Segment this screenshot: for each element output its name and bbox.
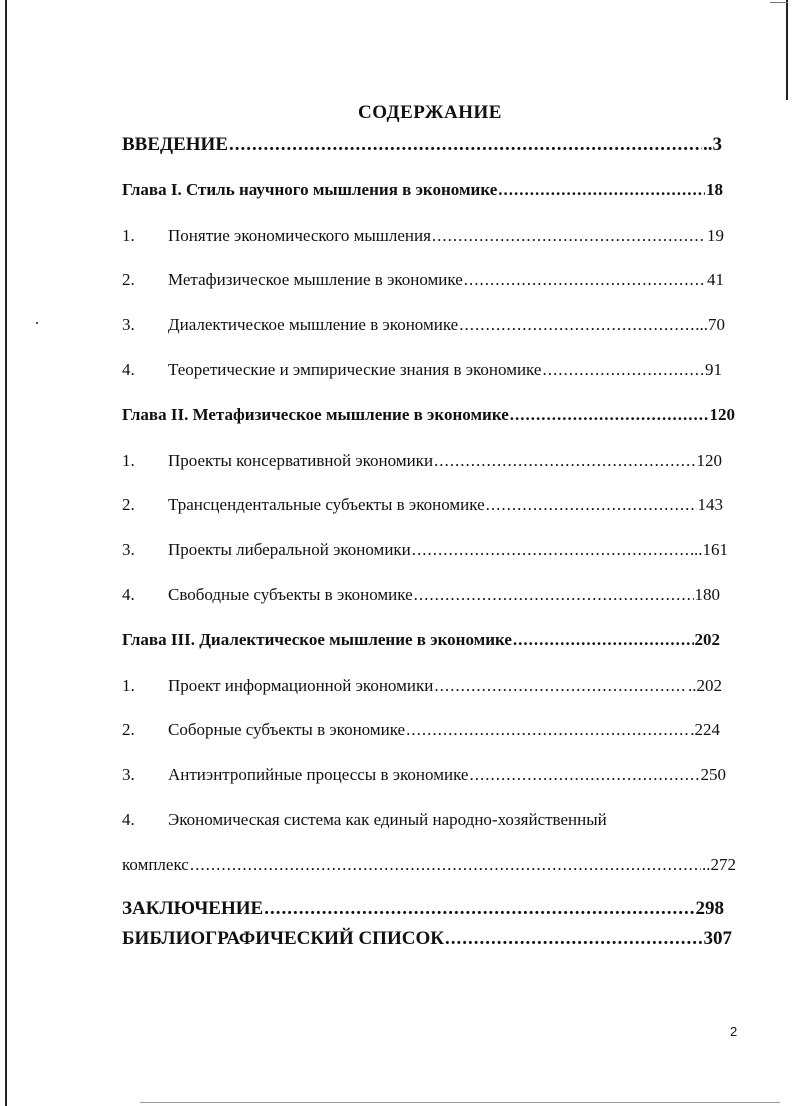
toc-entry-1-1[interactable]	[122, 226, 724, 246]
toc-entry-1-4[interactable]	[122, 360, 722, 380]
toc-entry-page: ..202	[688, 676, 722, 695]
leader-dots	[513, 630, 694, 650]
toc-entry-page: ..3	[703, 134, 722, 155]
toc-entry-number: 2.	[122, 720, 135, 739]
toc-entry-label: Диалектическое мышление в экономике	[168, 315, 459, 334]
toc-entry-label: Трансцендентальные субъекты в экономике	[168, 495, 485, 514]
leader-dots	[510, 405, 709, 425]
toc-entry-page: ..161	[694, 540, 728, 559]
toc-entry-number: 3.	[122, 765, 135, 784]
bottom-border-line	[140, 1102, 780, 1103]
toc-entry-chapter-2[interactable]	[122, 405, 735, 425]
top-border-line	[770, 2, 788, 3]
toc-entry-3-4-line1[interactable]	[122, 810, 607, 830]
toc-entry-page: 307	[703, 928, 732, 949]
toc-entry-label: БИБЛИОГРАФИЧЕСКИЙ СПИСОК	[122, 928, 445, 949]
leader-dots	[412, 540, 693, 560]
toc-entry-page: 250	[700, 765, 726, 784]
toc-entry-label: ЗАКЛЮЧЕНИЕ	[122, 898, 264, 919]
page-number: 2	[730, 1024, 738, 1039]
toc-entry-1-2[interactable]	[122, 270, 724, 290]
scan-speck	[36, 322, 38, 324]
toc-entry-number: 1.	[122, 226, 135, 245]
toc-entry-label: Понятие экономического мышления	[168, 226, 431, 245]
toc-entry-page: 41	[707, 270, 724, 289]
toc-entry-label: Глава I. Стиль научного мышления в экономике	[122, 180, 498, 199]
toc-entry-number: 3.	[122, 315, 135, 334]
toc-entry-3-1[interactable]	[122, 676, 722, 696]
toc-entry-number: 3.	[122, 540, 135, 559]
toc-entry-label: Экономическая система как единый народно-хозяйственный	[168, 810, 607, 829]
toc-entry-conclusion[interactable]	[122, 898, 724, 920]
toc-entry-number: 4.	[122, 810, 135, 829]
toc-entry-page: 120	[696, 451, 722, 470]
toc-entry-page: ..272	[702, 855, 736, 874]
toc-entry-2-4[interactable]	[122, 585, 720, 605]
toc-entry-number: 4.	[122, 585, 135, 604]
toc-entry-chapter-3[interactable]	[122, 630, 720, 650]
toc-entry-bibliography[interactable]	[122, 928, 732, 950]
toc-entry-label: Соборные субъекты в экономике	[168, 720, 406, 739]
toc-entry-page: 18	[706, 180, 723, 199]
leader-dots	[434, 451, 695, 471]
right-border-line	[786, 0, 788, 100]
toc-entry-number: 2.	[122, 495, 135, 514]
leader-dots	[190, 855, 701, 875]
toc-entry-number: 2.	[122, 270, 135, 289]
leader-dots	[414, 585, 694, 605]
toc-entry-3-3[interactable]	[122, 765, 726, 785]
leader-dots	[486, 495, 697, 515]
toc-entry-label: Антиэнтропийные процессы в экономике	[168, 765, 469, 784]
toc-entry-page: .224	[690, 720, 720, 739]
toc-entry-number: 4.	[122, 360, 135, 379]
toc-entry-intro[interactable]	[122, 134, 722, 156]
toc-entry-label: Проекты либеральной экономики	[168, 540, 411, 559]
leader-dots	[498, 180, 705, 200]
leader-dots	[542, 360, 704, 380]
toc-entry-2-2[interactable]	[122, 495, 723, 515]
toc-entry-3-2[interactable]	[122, 720, 720, 740]
leader-dots	[432, 226, 706, 246]
toc-entry-label: Проект информационной экономики	[168, 676, 434, 695]
leader-dots	[434, 676, 687, 696]
leader-dots	[406, 720, 689, 740]
toc-entry-page: ...70	[695, 315, 725, 334]
toc-title: СОДЕРЖАНИЕ	[358, 102, 502, 123]
toc-entry-page: 202	[694, 630, 720, 649]
toc-entry-2-1[interactable]	[122, 451, 722, 471]
toc-entry-page: 19	[707, 226, 724, 245]
toc-entry-1-3[interactable]	[122, 315, 725, 335]
toc-entry-number: 1.	[122, 451, 135, 470]
left-border-line	[5, 0, 7, 1106]
toc-entry-number: 1.	[122, 676, 135, 695]
toc-entry-label: Проекты консервативной экономики	[168, 451, 434, 470]
leader-dots	[464, 270, 706, 290]
toc-entry-2-3[interactable]	[122, 540, 728, 560]
toc-entry-label: Теоретические и эмпирические знания в экономике	[168, 360, 542, 379]
toc-entry-page: 120	[709, 405, 735, 424]
toc-entry-label: Метафизическое мышление в экономике	[168, 270, 463, 289]
leader-dots	[264, 898, 694, 920]
toc-entry-label: Свободные субъекты в экономике	[168, 585, 413, 604]
leader-dots	[469, 765, 699, 785]
toc-entry-label: комплекс	[122, 855, 189, 874]
toc-entry-chapter-1[interactable]	[122, 180, 723, 200]
toc-entry-page: 180	[694, 585, 720, 604]
leader-dots	[445, 928, 702, 950]
toc-entry-page: 91	[705, 360, 722, 379]
toc-entry-label: Глава III. Диалектическое мышление в экономике	[122, 630, 512, 649]
leader-dots	[459, 315, 694, 335]
toc-entry-label: ВВЕДЕНИЕ	[122, 134, 228, 155]
toc-entry-label: Глава II. Метафизическое мышление в экономике	[122, 405, 509, 424]
toc-entry-page: 143	[697, 495, 723, 514]
toc-entry-3-4-line2[interactable]	[122, 855, 736, 875]
leader-dots	[229, 134, 702, 156]
toc-entry-page: 298	[695, 898, 724, 919]
